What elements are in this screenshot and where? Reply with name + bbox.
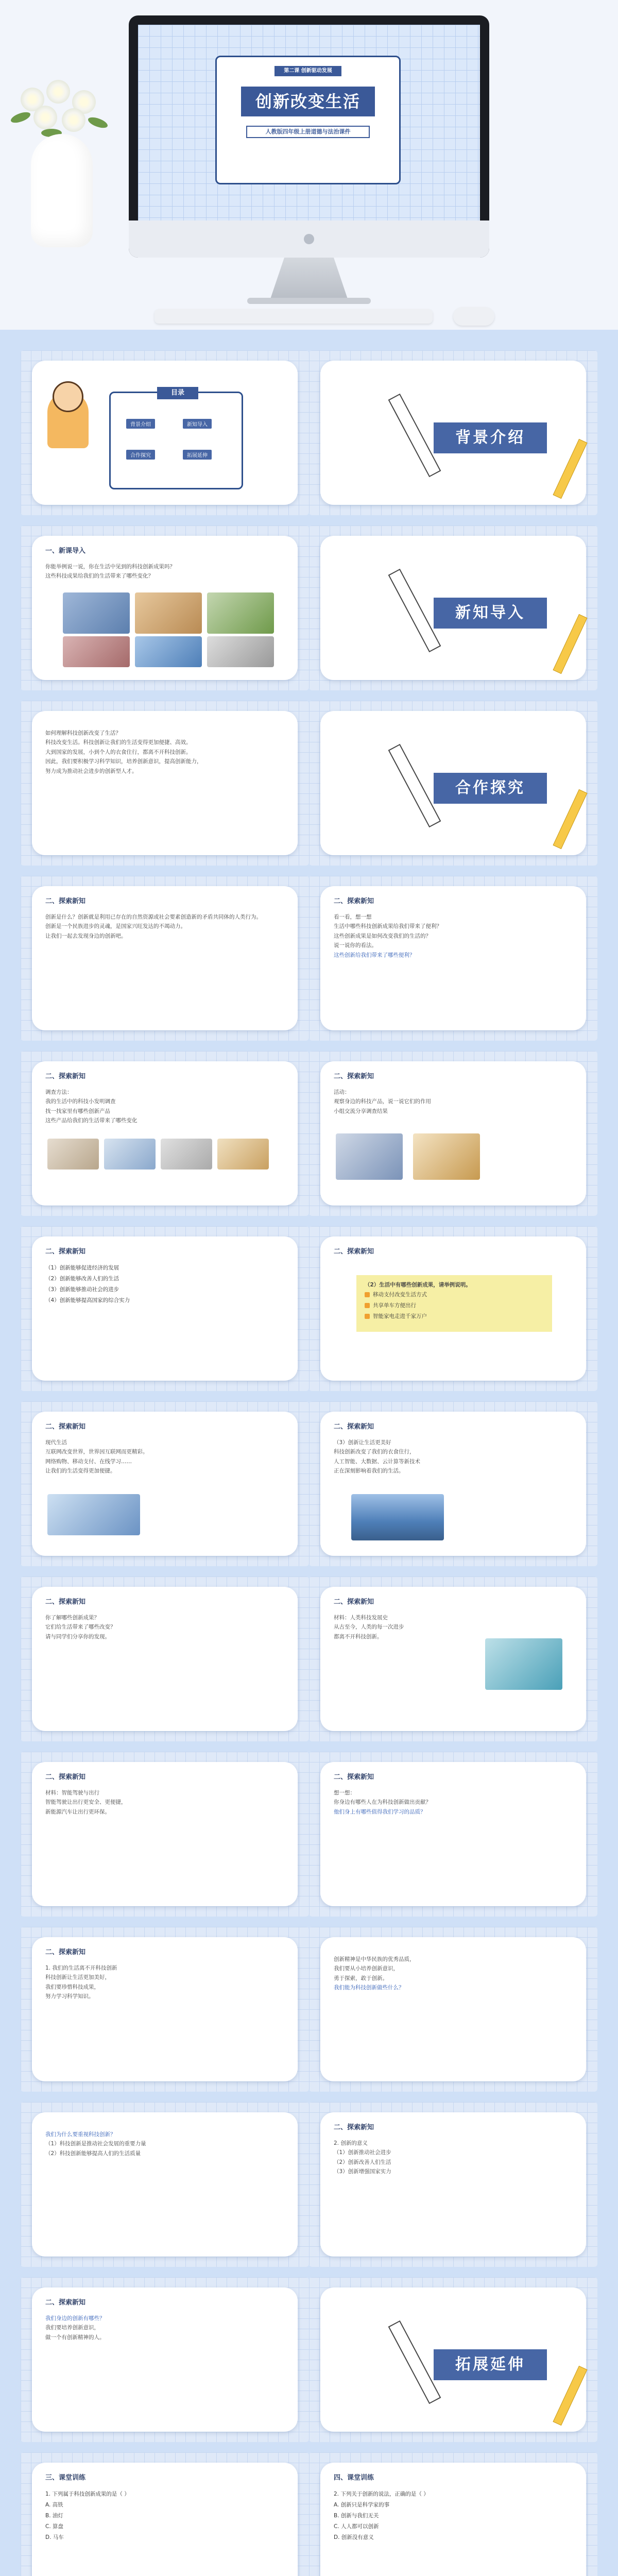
slide-text: 做一个有创新精神的人。	[45, 2334, 105, 2341]
slide-s4	[309, 876, 597, 1041]
photo	[217, 1139, 269, 1170]
slide-text: 科技创新让生活更加美好，	[45, 1974, 110, 1981]
kid-face-icon	[53, 381, 83, 412]
slide-text: （2）生活中有哪些创新成果，请举例说明。	[365, 1282, 471, 1288]
bullet-icon	[365, 1303, 370, 1308]
slide-text: 因此，我们要积极学习科学知识，培养创新意识，提高创新能力，	[45, 758, 202, 765]
slide-title: 四、课堂训练	[334, 2474, 374, 2482]
slide-text: 活动：	[334, 1089, 350, 1095]
slide-toc	[21, 350, 309, 515]
vase	[31, 134, 93, 247]
slide-text: 看一看，想一想	[334, 914, 372, 920]
list-item: 1. 下列属于科技创新成果的是（ ）	[45, 2491, 130, 2497]
monitor	[129, 15, 489, 258]
slide-s5	[21, 1051, 309, 1216]
slide-text: 它们给生活带来了哪些改变？	[45, 1624, 116, 1631]
slide-text: （2）科技创新能够提高人们的生活质量	[45, 2150, 141, 2157]
cover-course: 人教版四年级上册道德与法治课件	[246, 126, 370, 138]
photo	[207, 636, 274, 667]
list-item: A. 高铁	[45, 2502, 63, 2508]
list-item: 共享单车方便出行	[373, 1302, 416, 1309]
photo	[413, 1133, 480, 1180]
photo	[336, 1133, 403, 1180]
slide-question: 我们身边的创新有哪些？	[45, 2315, 105, 2321]
section-title: 背景介绍	[434, 422, 547, 453]
toc-item[interactable]: 新知导入	[183, 419, 212, 429]
list-item: 2. 下列关于创新的说法，正确的是（ ）	[334, 2491, 429, 2497]
slide-section-explore	[309, 701, 597, 866]
slide-s8	[309, 1226, 597, 1391]
slide-s18	[309, 2102, 597, 2267]
apple-logo-icon	[304, 234, 314, 244]
slide-text: 你能举例说一说，你在生活中见到的科技创新成果吗？	[45, 564, 175, 570]
slide-s21	[309, 2452, 597, 2576]
slide-section-extend	[309, 2277, 597, 2442]
toc-box	[109, 389, 243, 489]
slide-text: （1）科技创新是推动社会发展的重要力量	[45, 2141, 146, 2147]
slide-text: （3）创新让生活更美好	[334, 1439, 391, 1446]
slide-question: 他们身上有哪些值得我们学习的品质？	[334, 1808, 426, 1815]
photo	[135, 592, 202, 634]
slide-s6	[309, 1051, 597, 1216]
slide-text: （2）创新改善人们生活	[334, 2159, 391, 2165]
slide-text: 这些创新成果是如何改变我们的生活的？	[334, 933, 431, 939]
photo	[351, 1494, 444, 1540]
bullet-icon	[365, 1314, 370, 1319]
slide-s10	[309, 1401, 597, 1566]
list-item: A. 创新只是科学家的事	[334, 2502, 390, 2508]
slide-title: 二、探索新知	[45, 1773, 86, 1781]
slide-text: 材料：人类科技发展史	[334, 1615, 388, 1621]
slide-s14	[309, 1752, 597, 1917]
slide-s3	[21, 876, 309, 1041]
slide-text: 网络购物、移动支付、在线学习……	[45, 1458, 132, 1465]
list-item: （3）创新能够推动社会的进步	[45, 1286, 119, 1293]
slide-title: 二、探索新知	[45, 1248, 86, 1256]
cover-screen	[138, 25, 480, 221]
list-item: 移动支付改变生活方式	[373, 1292, 427, 1298]
slide-text: （1）创新推动社会进步	[334, 2149, 391, 2156]
slide-text: 大到国家的发展，小到个人的衣食住行，都离不开科技创新。	[45, 749, 192, 755]
slide-text: 2. 创新的意义	[334, 2140, 368, 2146]
slide-text: 你了解哪些创新成果？	[45, 1615, 99, 1621]
photo	[485, 1638, 562, 1690]
list-item: B. 油灯	[45, 2513, 63, 2519]
toc-title: 目录	[157, 387, 198, 399]
slide-text: 科技创新改变了我们的衣食住行，	[334, 1449, 415, 1455]
slide-text: 正在深刻影响着我们的生活。	[334, 1468, 404, 1475]
slide-section-background	[309, 350, 597, 515]
slide-s1	[21, 526, 309, 690]
photo	[161, 1139, 212, 1170]
list-item: C. 人人都可以创新	[334, 2523, 379, 2530]
photo	[63, 592, 130, 634]
slide-title: 二、探索新知	[334, 1773, 374, 1781]
section-title: 合作探究	[434, 773, 547, 804]
slide-s13	[21, 1752, 309, 1917]
slide-text: 都离不开科技创新。	[334, 1633, 383, 1640]
slide-section-intro	[309, 526, 597, 690]
photo	[207, 592, 274, 634]
slide-text: 找一找家里有哪些创新产品	[45, 1108, 110, 1114]
cover-hero	[0, 0, 618, 330]
slide-text: 互联网改变世界，世界因互联网而更精彩。	[45, 1449, 148, 1455]
slide-text: 努力成为推动社会进步的创新型人才。	[45, 768, 138, 774]
list-item: 智能家电走进千家万户	[373, 1313, 427, 1320]
slide-text: 创新精神是中华民族的优秀品质，	[334, 1956, 415, 1962]
list-item: B. 创新与我们无关	[334, 2513, 379, 2519]
list-item: D. 创新没有意义	[334, 2534, 374, 2540]
mouse	[453, 307, 494, 326]
list-item: D. 马车	[45, 2534, 64, 2540]
slide-text: 让我们一起去发现身边的创新吧。	[45, 933, 127, 939]
slide-title: 二、探索新知	[334, 897, 374, 905]
slide-text: 我们要培养创新意识，	[45, 2325, 99, 2331]
slide-question: 我们能为科技创新做些什么？	[334, 1985, 404, 1991]
slide-text: 努力学习科学知识。	[45, 1993, 94, 2000]
highlight-box	[356, 1275, 552, 1332]
list-item: （2）创新能够改善人们的生活	[45, 1276, 119, 1282]
slide-title: 一、新课导入	[45, 547, 86, 555]
slide-text: （3）创新增强国家实力	[334, 2168, 391, 2175]
photo	[135, 636, 202, 667]
slide-s7	[21, 1226, 309, 1391]
slide-title: 二、探索新知	[334, 1598, 374, 1606]
slide-text: 让我们的生活变得更加便捷。	[45, 1468, 116, 1475]
slide-text: 请与同学们分享你的发现。	[45, 1633, 110, 1640]
slide-title: 二、探索新知	[45, 897, 86, 905]
slide-text: 观察身边的科技产品，说一说它们的作用	[334, 1098, 431, 1105]
slide-title: 二、探索新知	[334, 1073, 374, 1080]
slide-text: 现代生活	[45, 1439, 67, 1446]
slide-title: 二、探索新知	[45, 1948, 86, 1956]
slide-text: 如何理解科技创新改变了生活？	[45, 730, 121, 736]
slide-title: 三、课堂训练	[45, 2474, 86, 2482]
slide-text: 人工智能、大数据、云计算等新技术	[334, 1458, 420, 1465]
pencil-icon	[388, 569, 441, 652]
slide-text: 科技改变生活。科技创新让我们的生活变得更加便捷、高效。	[45, 739, 192, 746]
photo	[63, 636, 130, 667]
monitor-stand	[270, 258, 348, 299]
slide-text: 创新是什么？创新就是利用已存在的自然资源或社会要素创造新的矛盾共同体的人类行为。	[45, 914, 262, 920]
section-title: 新知导入	[434, 598, 547, 629]
slide-text: 1. 我们的生活离不开科技创新	[45, 1965, 117, 1971]
slide-text: 调查方法：	[45, 1089, 73, 1095]
slide-text: 新能源汽车让出行更环保。	[45, 1808, 110, 1815]
slide-s11	[21, 1577, 309, 1741]
keyboard	[154, 309, 433, 324]
slide-text: 我们要从小培养创新意识，	[334, 1965, 399, 1972]
slide-s9	[21, 1401, 309, 1566]
section-title: 拓展延伸	[434, 2349, 547, 2380]
slide-title: 二、探索新知	[45, 1423, 86, 1431]
slide-text: 你身边有哪些人在为科技创新做出贡献？	[334, 1799, 431, 1806]
bullet-icon	[365, 1292, 370, 1297]
photo	[47, 1139, 99, 1170]
photo	[47, 1494, 140, 1535]
list-item: （4）创新能够提高国家的综合实力	[45, 1297, 130, 1303]
slide-s16	[309, 1927, 597, 2092]
slide-text: 这些产品给我们的生活带来了哪些变化	[45, 1117, 138, 1124]
slide-text: 我的生活中的科技小发明调查	[45, 1098, 116, 1105]
list-item: C. 算盘	[45, 2523, 64, 2530]
pencil-icon	[388, 2320, 441, 2404]
slide-title: 二、探索新知	[334, 2124, 374, 2131]
slide-text: 生活中哪些科技创新成果给我们带来了便利？	[334, 923, 442, 930]
slide-text: 材料：智能驾驶与出行	[45, 1790, 99, 1796]
pencil-icon	[553, 789, 587, 849]
slide-s15	[21, 1927, 309, 2092]
slide-text: 从古至今，人类的每一次进步	[334, 1624, 404, 1631]
slide-text: 小组交流分享调查结果	[334, 1108, 388, 1114]
cover-title: 创新改变生活	[241, 87, 375, 116]
slide-text: 勇于探索，敢于创新。	[334, 1975, 388, 1981]
cover-tag: 第二课 创新驱动发展	[274, 66, 341, 76]
pencil-icon	[553, 2366, 587, 2426]
list-item: （1）创新能够促进经济的发展	[45, 1265, 119, 1271]
slide-title: 二、探索新知	[45, 1598, 86, 1606]
slide-title: 二、探索新知	[45, 1073, 86, 1080]
slide-s20	[21, 2452, 309, 2576]
slide-text: 想一想：	[334, 1790, 355, 1796]
toc-item[interactable]: 合作探究	[126, 450, 155, 460]
pencil-icon	[388, 394, 441, 477]
photo	[104, 1139, 156, 1170]
slide-title: 二、探索新知	[334, 1423, 374, 1431]
pencil-icon	[388, 744, 441, 827]
slide-text: 创新是一个民族进步的灵魂，是国家兴旺发达的不竭动力。	[45, 923, 186, 930]
pencil-icon	[553, 614, 587, 674]
slide-text: 这些科技成果给我们的生活带来了哪些变化？	[45, 573, 153, 580]
slide-question: 我们为什么要重视科技创新？	[45, 2131, 116, 2138]
slide-title: 二、探索新知	[45, 2299, 86, 2307]
slide-title: 二、探索新知	[334, 1248, 374, 1256]
slide-text: 说一说你的看法。	[334, 942, 377, 949]
toc-item[interactable]: 背景介绍	[126, 419, 155, 429]
toc-item[interactable]: 拓展延伸	[183, 450, 212, 460]
slide-question: 这些创新给我们带来了哪些便利？	[334, 952, 415, 958]
slide-text: 智能驾驶让出行更安全、更便捷，	[45, 1799, 127, 1806]
slide-s17	[21, 2102, 309, 2267]
pencil-icon	[553, 439, 587, 499]
slide-text: 我们要珍惜科技成果，	[45, 1984, 99, 1990]
slide-s19	[21, 2277, 309, 2442]
slide-s12	[309, 1577, 597, 1741]
slide-s2	[21, 701, 309, 866]
